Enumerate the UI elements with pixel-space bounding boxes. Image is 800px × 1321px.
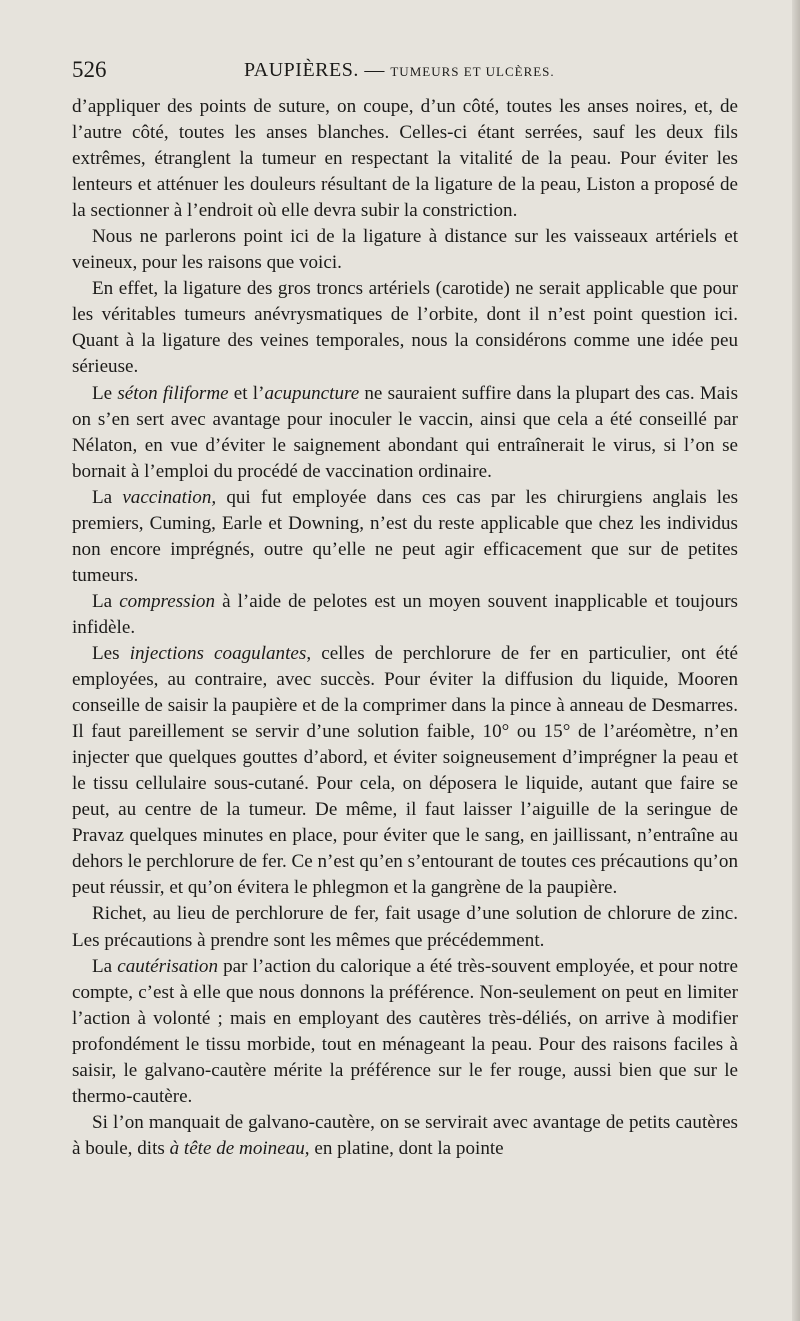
paragraph-5: [72, 485, 738, 589]
chapter-title: PAUPIÈRES.: [244, 59, 359, 81]
text-run: En effet, la ligature des gros troncs artériels (carotide) ne serait applicable que pour les véritables tumeurs anévrysmatiques de l’orbite, dont il n’est point question ici. Quant à la ligature des veines temporales, nous la considérons comme une idée peu sérieuse.: [72, 278, 738, 378]
body-text: [72, 94, 738, 1162]
text-run: Le: [92, 382, 118, 404]
page-number: 526: [72, 57, 107, 82]
paragraph-10: [72, 1110, 738, 1162]
section-subtitle: TUMEURS ET ULCÈRES.: [390, 64, 555, 79]
text-run: La: [92, 486, 123, 508]
running-head: [244, 55, 555, 87]
text-run: , en platine, dont la pointe: [304, 1137, 504, 1159]
text-run: La: [92, 955, 118, 977]
text-run: Richet, au lieu de perchlorure de fer, fait usage d’une solution de chlorure de zinc. Les précautions à prendre sont les mêmes que précédemment.: [72, 903, 738, 951]
text-run: à l’aide de pelotes est un moyen souvent inapplicable et toujours infidèle.: [72, 590, 738, 638]
paragraph-8: [72, 901, 738, 953]
text-run: Si l’on manquait de galvano-cautère, on se servirait avec avantage de petits cautères à boule, dits: [72, 1111, 738, 1159]
text-run: qui fut employée dans ces cas par les chirurgiens anglais les premiers, Cuming, Earle et Downing, n’est du reste applicable que chez les individus non encore imprégnés, outre qu’elle ne peut agir efficacement que sur de petites tumeurs.: [72, 486, 738, 586]
paragraph-9: [72, 954, 738, 1110]
text-run: , celles de perchlorure de fer en particulier, ont été employées, au contraire, avec succès. Pour éviter la diffusion du liquide, Mooren conseille de saisir la paupière et de la comprimer dans la pince à anneau de Desmarres. Il faut pareillement se servir d’une solution faible, 10° ou 15° de l’aréomètre, n’en injecter que quelques gouttes d’abord, et éviter soigneusement d’imprégner la peau et le tissu cellulaire sous-cutané. Pour cela, on déposera le liquide, autant que faire se peut, au centre de la tumeur. De même, il faut laisser l’aiguille de la seringue de Pravaz quelques minutes en place, pour éviter que le sang, en jaillissant, n’entraîne au dehors le perchlorure de fer. Ce n’est qu’en s’entourant de toutes ces précautions qu’on peut réussir, et qu’on évitera le phlegmon et la gangrène de la paupière.: [72, 642, 738, 899]
paragraph-3: [72, 276, 738, 380]
italic-term: vaccination,: [122, 486, 217, 508]
italic-term: cautérisation: [117, 955, 219, 977]
text-run: d’appliquer des points de suture, on coupe, d’un côté, toutes les anses noires, et, de l’autre côté, toutes les anses blanches. Celles-ci étant serrées, sauf les deux fils extrêmes, étranglent la tumeur en respectant la vitalité de la peau. Pour éviter les lenteurs et atténuer les douleurs résultant de la ligature de la peau, Liston a proposé de la sectionner à l’endroit où elle devra subir la constriction.: [72, 96, 738, 222]
text-run: par l’action du calorique a été très-souvent employée, et pour notre compte, c’est à elle que nous donnons la préférence. Non-seulement on peut en limiter l’action à volonté ; mais en employant des cautères très-déliés, on arrive à modifier profondément le tissu morbide, tout en ménageant la peau. Pour des raisons faciles à saisir, le galvano-cautère mérite la préférence sur le fer rouge, aussi bien que sur le thermo-cautère.: [72, 955, 738, 1107]
text-run: Les: [92, 642, 130, 664]
text-run: ne sauraient suffire dans la plupart des cas. Mais on s’en sert avec avantage pour inoculer le vaccin, ainsi que cela a été conseillé par Nélaton, en vue d’éviter le saignement abondant qui entraînerait le virus, si l’on se bornait à l’emploi du procédé de vaccination ordinaire.: [72, 382, 739, 482]
text-run: et l’: [228, 382, 265, 404]
italic-term: injections coagulantes: [129, 642, 307, 664]
running-header: [72, 55, 740, 85]
text-run: La: [92, 590, 120, 612]
text-run: Nous ne parlerons point ici de la ligature à distance sur les vaisseaux artériels et veineux, pour les raisons que voici.: [72, 226, 738, 274]
paragraph-2: [72, 224, 738, 276]
italic-term: séton filiforme: [117, 382, 229, 404]
italic-term: compression: [119, 590, 216, 612]
italic-term: à tête de moineau: [169, 1137, 305, 1159]
paragraph-4: [72, 381, 738, 485]
page-edge: [792, 0, 800, 1321]
paragraph-6: [72, 589, 738, 641]
paragraph-7: [72, 641, 738, 901]
italic-term: acupuncture: [264, 382, 360, 404]
header-dash: —: [358, 59, 391, 81]
paragraph-1: [72, 94, 738, 224]
